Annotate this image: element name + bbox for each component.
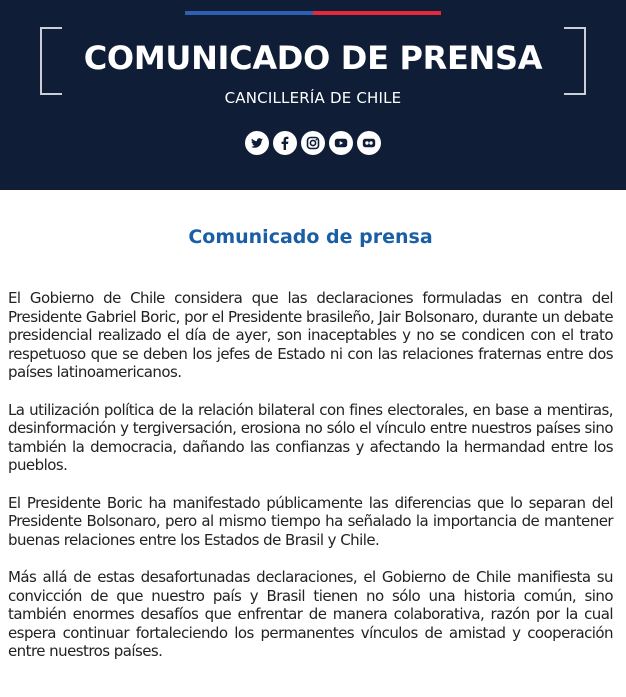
paragraph-1: El Gobierno de Chile considera que las declaraciones formuladas en contra del Presidente Gabriel Boric, por el Presidente brasileño, Jair Bolsonaro, durante un debate presidencial realizado el día de ayer, son inaceptables y no se condicen con el trato respetuoso que se deben los jefes de Estado ni con las relaciones fraternas entre dos países latinoamericanos. [8,289,613,381]
youtube-icon[interactable] [329,131,353,155]
flag-stripe-red [313,11,441,15]
paragraph-3: El Presidente Boric ha manifestado públicamente las diferencias que lo separan del Presidente Bolsonaro, pero al mismo tiempo ha señalado la importancia de mantener buenas relaciones entre los Estados de Brasil y Chile. [8,493,613,549]
press-release-content [0,225,626,661]
paragraph-4: Más allá de estas desafortunadas declaraciones, el Gobierno de Chile manifiesta su convicción de que nuestro país y Brasil tienen no sólo una historia común, sino también enormes desafíos que enfrentar de manera colaborativa, razón por la cual espera continuar fortaleciendo los permanentes vínculos de amistad y cooperación entre nuestros países. [8,568,613,660]
banner-subtitle: CANCILLERÍA DE CHILE [224,89,402,107]
banner-title: COMUNICADO DE PRENSA [83,39,543,77]
facebook-icon[interactable] [273,131,297,155]
header-banner [0,0,626,190]
page-title: Comunicado de prensa [188,226,433,248]
flag-stripe [185,11,441,15]
paragraph-2: La utilización política de la relación bilateral con fines electorales, en base a mentiras, desinformación y tergiversación, erosiona no sólo el vínculo entre nuestros países sino también la democracia, dañando las confianzas y afectando la hermandad entre los pueblos. [8,400,613,474]
flickr-icon[interactable] [357,131,381,155]
social-links [0,131,626,155]
instagram-icon[interactable] [301,131,325,155]
flag-stripe-blue [185,11,313,15]
press-release-body [8,289,613,661]
twitter-icon[interactable] [245,131,269,155]
